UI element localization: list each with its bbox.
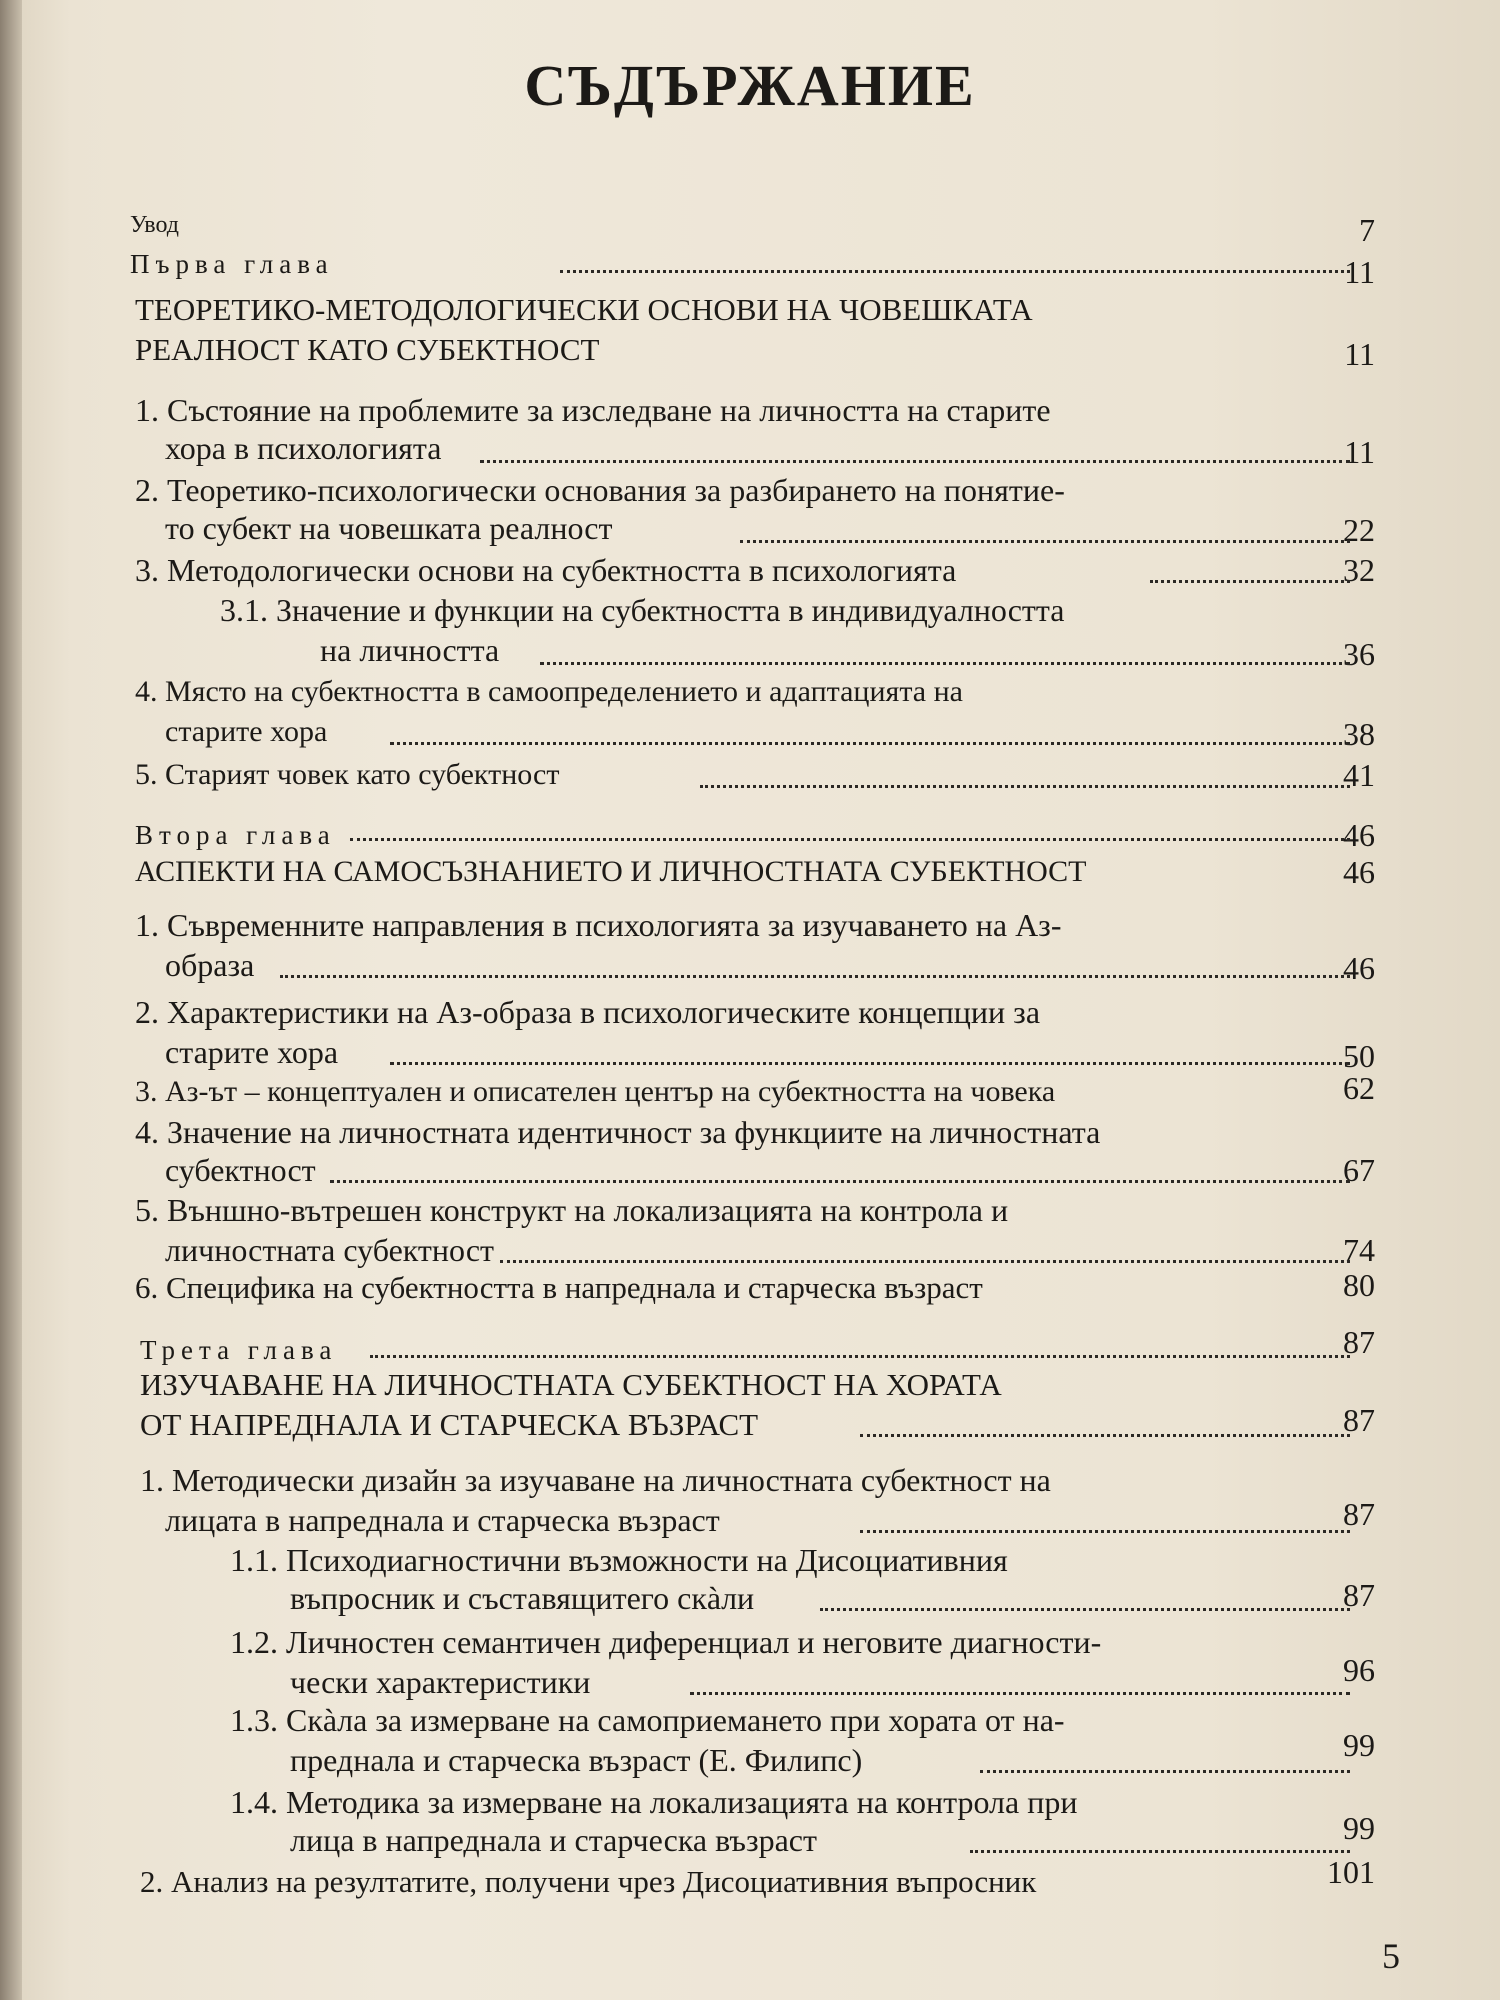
toc-page: 38 [1343,716,1375,752]
part-title: ТЕОРЕТИКО-МЕТОДОЛОГИЧЕСКИ ОСНОВИ НА ЧОВЕШКАТА [135,292,1033,327]
dot-leader [970,1850,1350,1853]
part-title: РЕАЛНОСТ КАТО СУБЕКТНОСТ [135,332,600,367]
page-number: 5 [1382,1936,1400,1976]
dot-leader [980,1770,1350,1773]
dot-leader [280,975,1350,978]
toc-subentry: 1.2. Личностен семантичен диференциал и неговите диагности- [230,1624,1102,1660]
toc-page: 87 [1343,1324,1375,1360]
chapter-heading: Първа глава [130,249,334,279]
toc-page: 62 [1343,1070,1375,1106]
toc-entry: 1. Съвременните направления в психологията за изучаването на Аз- [135,907,1062,943]
toc-subentry: на личността [320,632,500,668]
toc-entry: хора в психологията [165,430,442,466]
toc-entry: 4. Място на субектността в самоопределението и адаптацията на [135,675,963,708]
dot-leader [370,1355,1350,1358]
dot-leader [560,270,1350,273]
toc-page: 99 [1343,1727,1375,1763]
toc-subentry: 1.3. Скàла за измерване на самоприемането при хората от на- [230,1702,1065,1738]
toc-entry: 2. Теоретико-психологически основания за разбирането на понятие- [135,472,1065,508]
toc-entry: 5. Външно-вътрешен конструкт на локализацията на контрола и [135,1192,1009,1228]
toc-subentry: въпросник и съставящитего скàли [290,1580,755,1616]
dot-leader [820,1608,1350,1611]
part-title: ИЗУЧАВАНЕ НА ЛИЧНОСТНАТА СУБЕКТНОСТ НА ХОРАТА [140,1367,1002,1402]
dot-leader [860,1530,1350,1533]
toc-entry: 1. Състояние на проблемите за изследване на личността на старите [135,392,1051,428]
toc-subentry: лица в напреднала и старческа възраст [290,1822,817,1858]
toc-page: 11 [1344,254,1375,290]
toc-entry: 3. Методологически основи на субектността в психологията [135,552,957,588]
toc-page: 87 [1343,1577,1375,1613]
toc-page: 22 [1343,512,1375,548]
toc-subentry: 3.1. Значение и функции на субектността в индивидуалността [220,592,1065,628]
toc-entry: образа [165,947,255,983]
toc-entry: 2. Характеристики на Аз-образа в психологическите концепции за [135,994,1041,1030]
toc-subentry: преднала и старческа възраст (Е. Филипс) [290,1742,863,1778]
toc-page: 7 [1359,212,1375,248]
page-gutter [0,0,22,2000]
toc-page: 74 [1343,1232,1375,1268]
toc-page: 11 [1344,434,1375,470]
toc-page: 87 [1343,1402,1375,1438]
toc-entry: 1. Методически дизайн за изучаване на личностната субектност на [140,1462,1051,1498]
toc-page: 101 [1327,1854,1375,1890]
toc-page: 46 [1343,817,1375,853]
dot-leader [1150,580,1350,583]
dot-leader [860,1434,1350,1437]
toc-subentry: чески характеристики [290,1664,591,1700]
dot-leader [540,662,1350,665]
toc-page: 46 [1343,854,1375,890]
dot-leader [740,540,1350,543]
toc-entry: личностната субектност [165,1232,495,1268]
chapter-heading: Трета глава [140,1335,338,1365]
part-title: ОТ НАПРЕДНАЛА И СТАРЧЕСКА ВЪЗРАСТ [140,1407,759,1442]
toc-entry: старите хора [165,1034,339,1070]
dot-leader [690,1692,1350,1695]
toc-entry: 4. Значение на личностната идентичност за функциите на личностната [135,1114,1101,1150]
toc-entry: 5. Старият човек като субектност [135,758,560,791]
toc-page: 67 [1343,1152,1375,1188]
dot-leader [390,742,1350,745]
toc-entry: лицата в напреднала и старческа възраст [165,1502,720,1538]
page-title: СЪДЪРЖАНИЕ [524,53,976,118]
toc-page: 96 [1343,1652,1375,1688]
toc-page: 99 [1343,1810,1375,1846]
toc-page: 87 [1343,1496,1375,1532]
toc-entry: 6. Специфика на субектността в напреднала и старческа възраст [135,1270,983,1305]
toc-entry: 2. Анализ на резултатите, получени чрез Дисоциативния въпросник [140,1864,1037,1899]
toc-entry: субектност [165,1152,316,1188]
toc-page: 32 [1343,552,1375,588]
toc-page: 41 [1343,757,1375,793]
dot-leader [500,1260,1350,1263]
dot-leader [700,785,1350,788]
dot-leader [350,838,1350,841]
toc-page: 36 [1343,636,1375,672]
toc-page: 80 [1343,1267,1375,1303]
toc-page: 50 [1343,1038,1375,1074]
dot-leader [330,1180,1350,1183]
dot-leader [390,1062,1350,1065]
toc-page: 11 [1344,336,1375,372]
dot-leader [480,460,1350,463]
part-title: АСПЕКТИ НА САМОСЪЗНАНИЕТО И ЛИЧНОСТНАТА СУБЕКТНОСТ [135,855,1087,888]
toc-entry: то субект на човешката реалност [165,510,613,546]
toc-entry-intro: Увод [130,212,179,238]
toc-entry: 3. Аз-ът – концептуален и описателен център на субектността на човека [135,1075,1056,1108]
toc-subentry: 1.1. Психодиагностични възможности на Дисоциативния [230,1542,1008,1578]
toc-page: 46 [1343,950,1375,986]
toc-subentry: 1.4. Методика за измерване на локализацията на контрола при [230,1784,1078,1820]
chapter-heading: Втора глава [135,820,336,850]
toc-entry: старите хора [165,715,328,748]
